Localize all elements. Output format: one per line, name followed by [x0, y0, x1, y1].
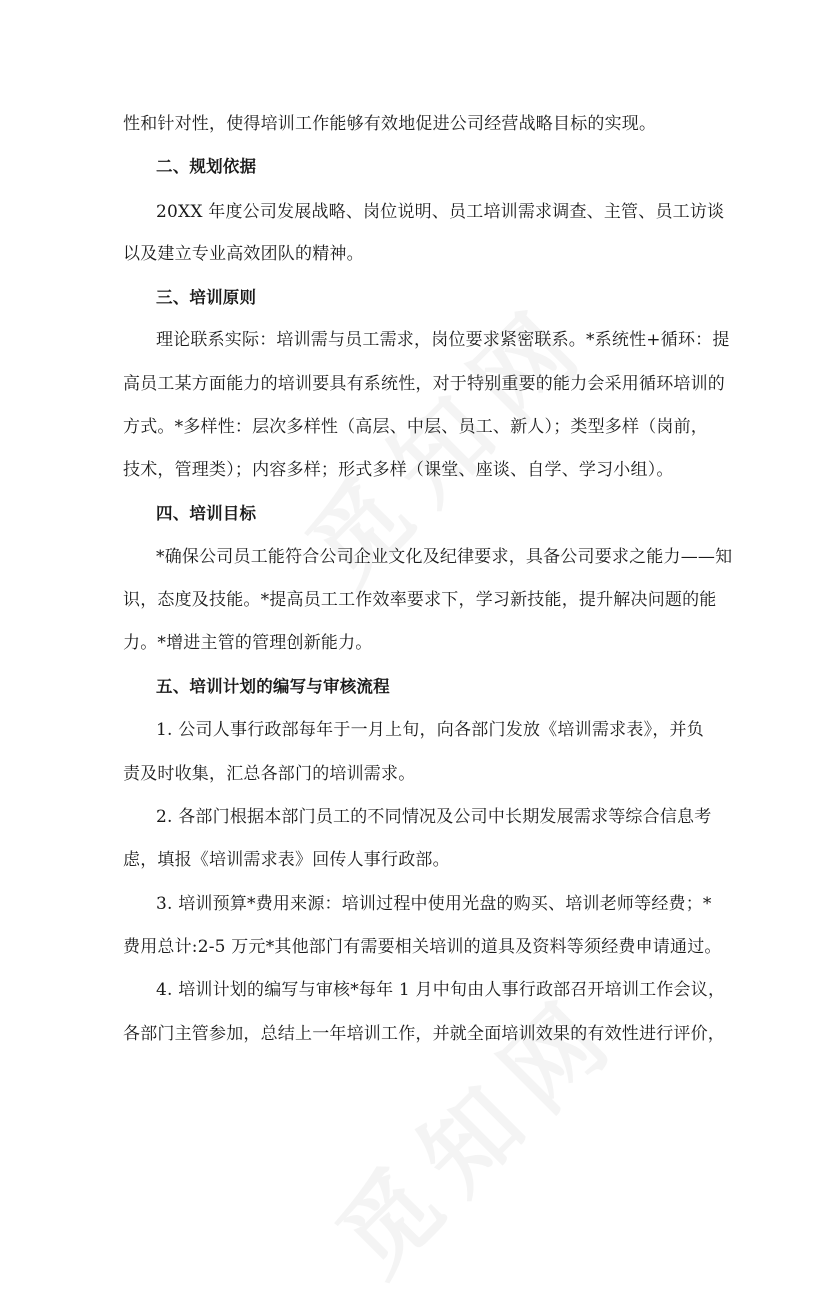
paragraph-line: 力。*增进主管的管理创新能力。 [123, 633, 373, 653]
section-heading: 四、培训目标 [156, 504, 257, 523]
paragraph-line: 高员工某方面能力的培训要具有系统性，对于特别重要的能力会采用循环培训的 [123, 374, 725, 394]
paragraph-line: 2. 各部门根据本部门员工的不同情况及公司中长期发展需求等综合信息考 [156, 807, 712, 827]
paragraph-line: *确保公司员工能符合公司企业文化及纪律要求，具备公司要求之能力——知 [156, 547, 733, 567]
paragraph-line: 方式。*多样性：层次多样性（高层、中层、员工、新人）；类型多样（岗前， [123, 417, 708, 437]
section-heading: 五、培训计划的编写与审核流程 [156, 677, 390, 696]
paragraph-line: 各部门主管参加，总结上一年培训工作，并就全面培训效果的有效性进行评价， [123, 1024, 725, 1044]
paragraph-line: 4. 培训计划的编写与审核*每年 1 月中旬由人事行政部召开培训工作会议， [156, 980, 726, 1000]
paragraph-line: 20XX 年度公司发展战略、岗位说明、员工培训需求调查、主管、员工访谈 [156, 202, 725, 222]
paragraph-line: 费用总计:2-5 万元*其他部门有需要相关培训的道具及资料等须经费申请通过。 [123, 937, 722, 957]
paragraph-line: 1. 公司人事行政部每年于一月上旬，向各部门发放《培训需求表》，并负 [156, 720, 704, 740]
paragraph-line: 技术，管理类）；内容多样；形式多样（课堂、座谈、自学、学习小组）。 [123, 460, 674, 480]
paragraph-line: 识，态度及技能。*提高员工工作效率要求下，学习新技能，提升解决问题的能 [123, 590, 717, 610]
paragraph-line: 理论联系实际：培训需与员工需求，岗位要求紧密联系。*系统性+循环：提 [156, 330, 730, 350]
paragraph-line: 3. 培训预算*费用来源：培训过程中使用光盘的购买、培训老师等经费；* [156, 894, 712, 914]
section-heading: 三、培训原则 [156, 288, 257, 307]
paragraph-line: 责及时收集，汇总各部门的培训需求。 [123, 764, 416, 784]
paragraph-line: 性和针对性，使得培训工作能够有效地促进公司经营战略目标的实现。 [123, 114, 657, 134]
section-heading: 二、规划依据 [156, 157, 257, 176]
paragraph-line: 虑，填报《培训需求表》回传人事行政部。 [123, 850, 450, 870]
paragraph-line: 以及建立专业高效团队的精神。 [123, 244, 364, 264]
